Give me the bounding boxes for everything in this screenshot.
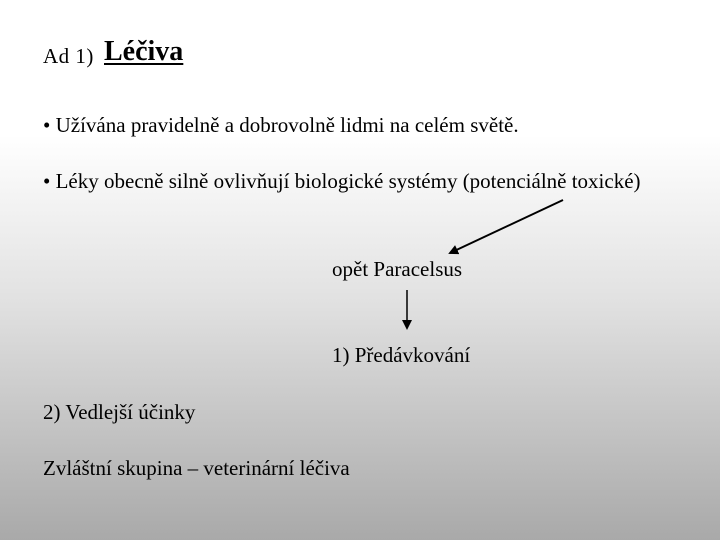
item-side-effects: 2) Vedlejší účinky xyxy=(43,400,196,424)
title-prefix: Ad 1) xyxy=(43,44,94,68)
slide-title: Léčiva xyxy=(104,36,184,67)
diagonal-arrow xyxy=(450,200,563,253)
flow-overdose: 1) Předávkování xyxy=(332,343,471,367)
flow-paracelsus: opět Paracelsus xyxy=(332,257,463,281)
bullet-usage: • Užívána pravidelně a dobrovolně lidmi na celém světě. xyxy=(43,113,519,137)
item-veterinary-drugs: Zvláštní skupina – veterinární léčiva xyxy=(43,456,350,480)
bullet-biological-effects: • Léky obecně silně ovlivňují biologické systémy (potenciálně toxické) xyxy=(43,169,641,193)
